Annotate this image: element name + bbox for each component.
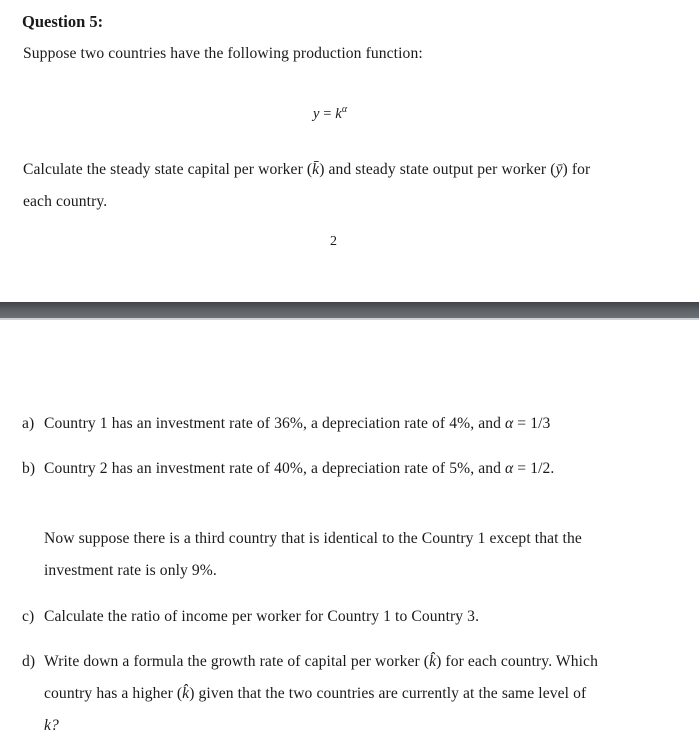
item-a-label: a) — [22, 415, 35, 432]
item-a-alpha: α — [505, 415, 514, 432]
item-d-text-a: Write down a formula the growth rate of capital per worker ( — [44, 653, 430, 670]
item-d-line-2 — [44, 685, 586, 703]
y-bar-symbol: ȳ — [555, 161, 563, 178]
page-number: 2 — [330, 234, 338, 249]
formula-exponent: α — [341, 104, 348, 115]
note-line-1: Now suppose there is a third country that is identical to the Country 1 except that the — [44, 530, 582, 547]
item-c-label: c) — [22, 608, 35, 625]
formula-base: k — [335, 105, 342, 122]
item-a-text: Country 1 has an investment rate of 36%, a depreciation rate of 4%, and — [44, 415, 506, 432]
item-d-label: d) — [22, 653, 36, 670]
item-d-line-3: k? — [44, 717, 59, 734]
calc-line-1 — [23, 161, 590, 179]
item-b — [22, 460, 554, 478]
calc-text-b: ) and steady state output per worker ( — [319, 161, 556, 178]
production-function-formula — [313, 104, 347, 123]
page-break-bar — [0, 302, 699, 318]
item-d-text-d: ) given that the two countries are currently at the same level of — [189, 685, 587, 702]
calc-line-2: each country. — [23, 193, 108, 210]
item-c-text: Calculate the ratio of income per worker for Country 1 to Country 3. — [44, 608, 480, 625]
k-hat-symbol-2: k̂ — [182, 685, 190, 702]
note-line-2: investment rate is only 9%. — [44, 562, 217, 579]
item-d-line-1 — [22, 653, 598, 671]
calc-text-c: ) for — [562, 161, 591, 178]
item-c — [22, 608, 479, 626]
question-heading: Question 5: — [22, 12, 104, 31]
item-b-alpha: α — [505, 460, 514, 477]
item-b-text: Country 2 has an investment rate of 40%, a depreciation rate of 5%, and — [44, 460, 506, 477]
formula-equals: = — [323, 105, 332, 122]
item-b-eq: = 1/2. — [513, 460, 555, 477]
calc-text-a: Calculate the steady state capital per worker ( — [23, 161, 313, 178]
item-d-text-c: country has a higher ( — [44, 685, 183, 702]
item-b-label: b) — [22, 460, 36, 477]
item-a-eq: = 1/3 — [513, 415, 551, 432]
formula-lhs: y — [313, 105, 320, 122]
item-a — [22, 415, 550, 433]
item-d-text-b: ) for each country. Which — [436, 653, 598, 670]
k-bar-symbol: k̄ — [312, 161, 320, 178]
k-hat-symbol: k̂ — [429, 653, 437, 670]
intro-text: Suppose two countries have the following production function: — [23, 45, 423, 62]
